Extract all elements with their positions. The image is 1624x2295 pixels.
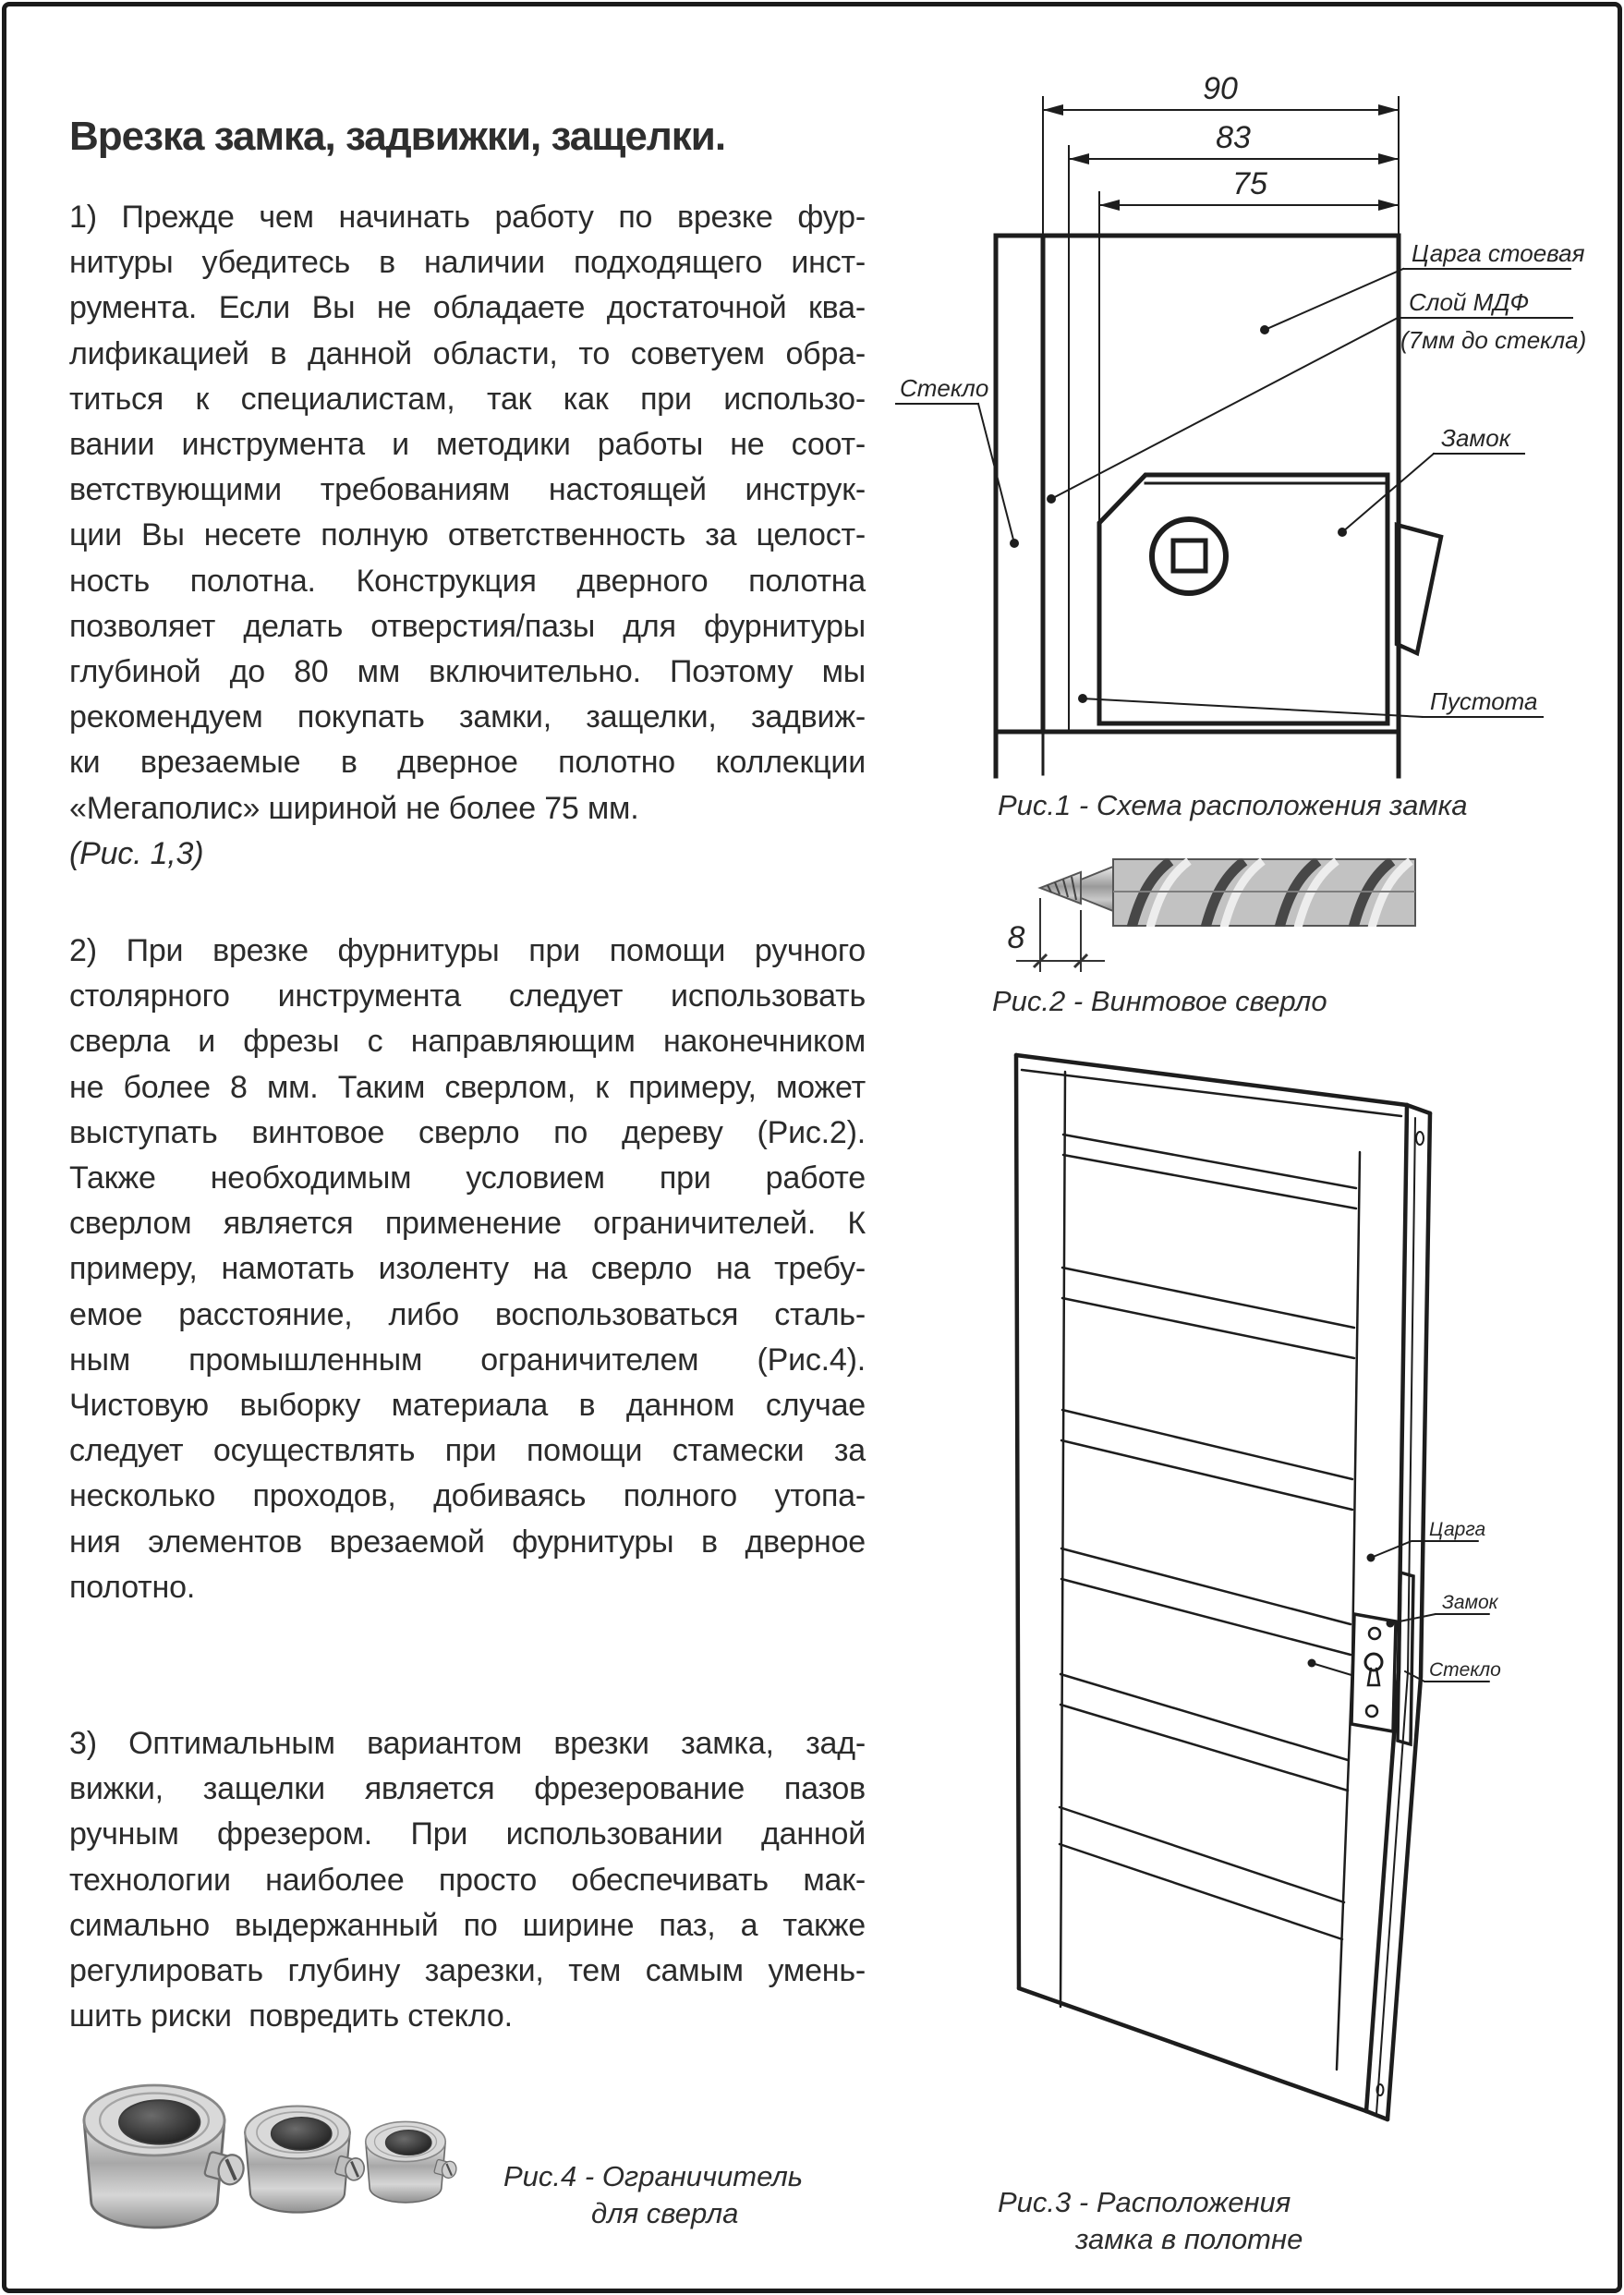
fig4-caption-line1: Рис.4 - Ограничитель — [503, 2160, 804, 2192]
dim-83-value: 83 — [1216, 120, 1251, 155]
left-stile-inner-edge — [1060, 1072, 1065, 2007]
paragraph-2: 2) При врезке фурнитуры при помощи ручного столярного инструмента следует использовать сверла и фрезы с направляющим наконечником не более 8 мм. Таким сверлом, к примеру, может выступать винтовое сверло по дереву (Рис.2). Также необходимым условием при работе сверлом является применение ограничителей. К примеру, намотать изоленту на сверло на требу- емое расстояние, либо воспользоваться сталь- ным промышленным ограничителем (Рис.4). Чистовую выборку материала в данном случае следует осуществлять при помощи стамески за несколько проходов, добиваясь полного утопа- ния элементов врезаемой фурнитуры в дверное полотно. — [69, 933, 866, 1605]
fig3-door-drawing — [998, 1044, 1621, 2134]
label-lock: Замок — [1441, 424, 1510, 452]
label-glass: Стекло — [1429, 1659, 1501, 1681]
lock-body — [1099, 475, 1388, 723]
label-glass: Стекло — [900, 374, 989, 402]
drill-photo — [1040, 859, 1415, 928]
label-tsarga: Царга — [1429, 1519, 1486, 1540]
collar-medium — [245, 2107, 367, 2213]
fig2-caption: Рис.2 - Винтовое сверло — [992, 985, 1327, 1017]
collar-small — [366, 2121, 458, 2202]
page-title: Врезка замка, задвижки, защелки. — [69, 114, 726, 160]
lock-cylinder-circle — [1152, 519, 1226, 593]
dimension-90 — [1043, 97, 1399, 236]
keyhole — [1365, 1654, 1382, 1670]
fig3-caption-line1: Рис.3 - Расположения — [998, 2186, 1291, 2218]
label-mdf-layer-line2: (7мм до стекла) — [1400, 326, 1587, 354]
lock-follower-square — [1173, 540, 1206, 571]
paragraph-1-block — [69, 195, 866, 877]
label-void: Пустота — [1430, 687, 1538, 715]
fig3-caption-line2: замка в полотне — [1075, 2223, 1303, 2255]
paragraph-2-block — [69, 929, 866, 1610]
door-rails — [1060, 1135, 1356, 1939]
dim-8-value: 8 — [1007, 920, 1025, 955]
dim-75-value: 75 — [1232, 166, 1267, 201]
fig1-lock-scheme-drawing — [878, 51, 1617, 790]
label-lock: Замок — [1442, 1592, 1498, 1613]
figure-reference: (Рис. 1,3) — [69, 835, 204, 871]
collar-large — [84, 2085, 247, 2228]
paragraph-3: 3) Оптимальным вариантом врезки замка, зад- вижки, защелки является фрезерование пазов ручным фрезером. При использовании данной технологии наиболее просто обеспечивать мак- симально выдержанный по ширине паз, а также регулировать глубину зарезки, тем самым умень- шить риски повредить стекло. — [69, 1726, 866, 2034]
label-mdf-layer-line1: Слой МДФ — [1409, 288, 1530, 316]
label-tsarga-stoevaya: Царга стоевая — [1412, 239, 1585, 267]
lock-faceplate — [1397, 525, 1441, 653]
fig1-caption: Рис.1 - Схема расположения замка — [998, 789, 1468, 821]
fig4-stop-collars-photo — [51, 2046, 568, 2282]
dimension-8 — [1016, 898, 1105, 972]
paragraph-1: 1) Прежде чем начинать работу по врезке фур- нитуры убедитесь в наличии подходящего инст- румента. Если Вы не обладаете достаточной ква- лификацией в данной области, то советуем обра- титься к специалистам, так как при использо- вании инструмента и методики работы не соот- ветствующими требованиям настоящей инструк- ции Вы несете полную ответственность за целост- ность полотна. Конструкция дверного полотна позволяет делать отверстия/пазы для фурнитуры глубиной до 80 мм включительно. Поэтому мы рекомендуем покупать замки, защелки, задвиж- ки врезаемые в дверное полотно коллекции «Мегаполис» шириной не более 75 мм. — [69, 200, 866, 826]
paragraph-3-block — [69, 1721, 866, 2039]
right-stile-inner-edge — [1337, 1152, 1360, 2070]
fig4-caption-line2: для сверла — [591, 2197, 739, 2229]
dim-90-value: 90 — [1203, 71, 1238, 106]
